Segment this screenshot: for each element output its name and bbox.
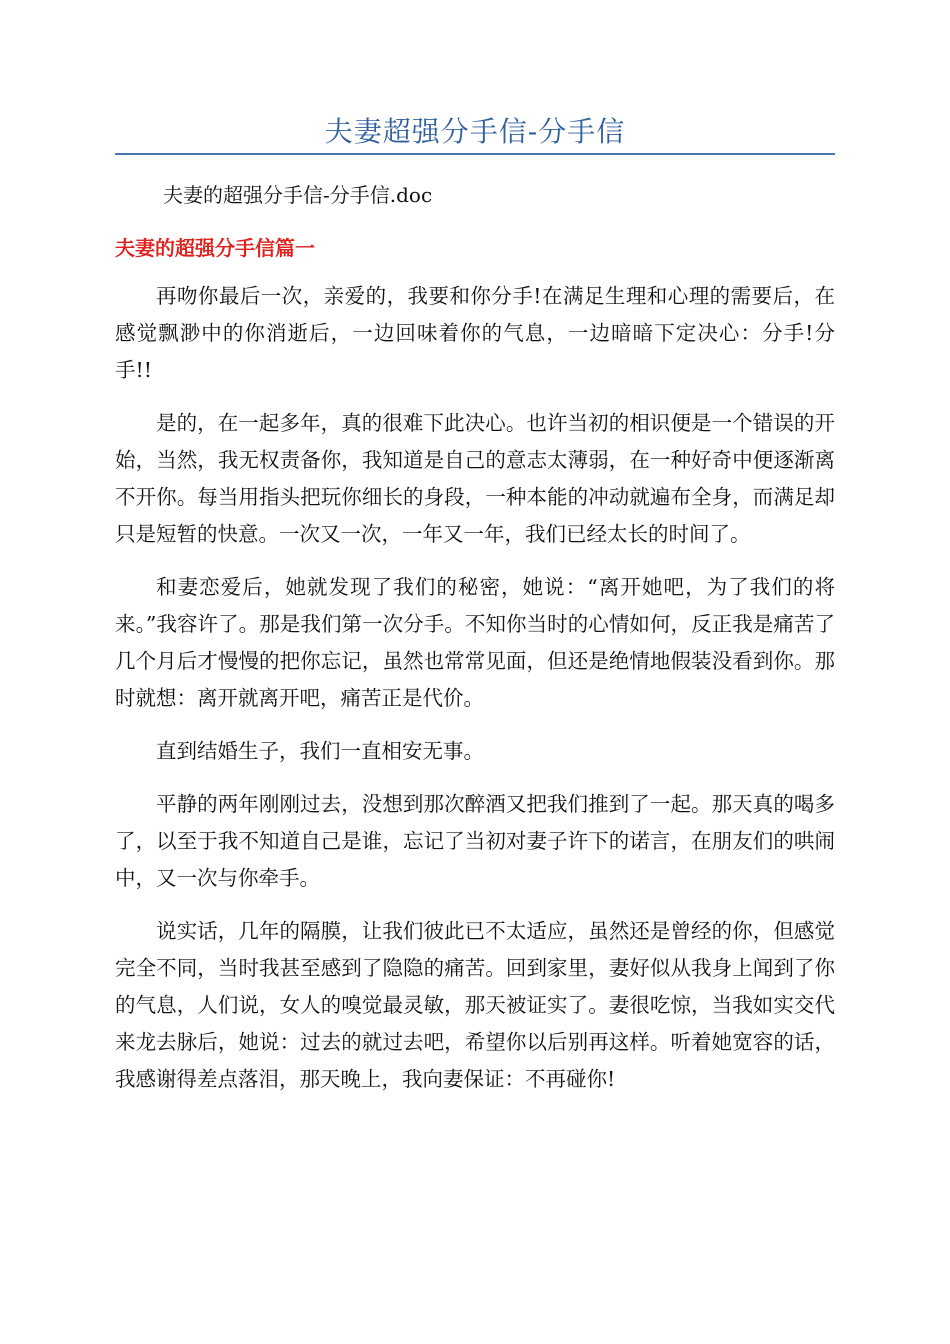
paragraph: 是的，在一起多年，真的很难下此决心。也许当初的相识便是一个错误的开始，当然，我无权责备你，我知道是自己的意志太薄弱，在一种好奇中便逐渐离不开你。每当用指头把玩你细长的身段，一种本能的冲动就遍布全身，而满足却只是短暂的快意。一次又一次，一年又一年，我们已经太长的时间了。 bbox=[115, 411, 835, 546]
paragraph: 直到结婚生子，我们一直相安无事。 bbox=[156, 739, 484, 763]
document-title: 夫妻超强分手信-分手信 bbox=[324, 115, 626, 148]
paragraph: 再吻你最后一次，亲爱的，我要和你分手!在满足生理和心理的需要后，在感觉飘渺中的你消逝后，一边回味着你的气息，一边暗暗下定决心：分手!分手!! bbox=[115, 284, 835, 382]
title-divider bbox=[115, 153, 835, 155]
paragraph: 平静的两年刚刚过去，没想到那次醉酒又把我们推到了一起。那天真的喝多了，以至于我不知道自己是谁，忘记了当初对妻子许下的诺言，在朋友们的哄闹中，又一次与你牵手。 bbox=[115, 792, 835, 890]
section-heading: 夫妻的超强分手信篇一 bbox=[115, 236, 315, 260]
document-body bbox=[115, 278, 835, 1114]
document-subtitle: 夫妻的超强分手信-分手信.doc bbox=[163, 183, 433, 207]
paragraph: 说实话，几年的隔膜，让我们彼此已不太适应，虽然还是曾经的你，但感觉完全不同，当时我甚至感到了隐隐的痛苦。回到家里，妻好似从我身上闻到了你的气息，人们说，女人的嗅觉最灵敏，那天被证实了。妻很吃惊，当我如实交代来龙去脉后，她说：过去的就过去吧，希望你以后别再这样。听着她宽容的话，我感谢得差点落泪，那天晚上，我向妻保证：不再碰你! bbox=[115, 919, 835, 1091]
paragraph: 和妻恋爱后，她就发现了我们的秘密，她说：“离开她吧，为了我们的将来。”我容许了。那是我们第一次分手。不知你当时的心情如何，反正我是痛苦了几个月后才慢慢的把你忘记，虽然也常常见面，但还是绝情地假装没看到你。那时就想：离开就离开吧，痛苦正是代价。 bbox=[115, 575, 835, 710]
